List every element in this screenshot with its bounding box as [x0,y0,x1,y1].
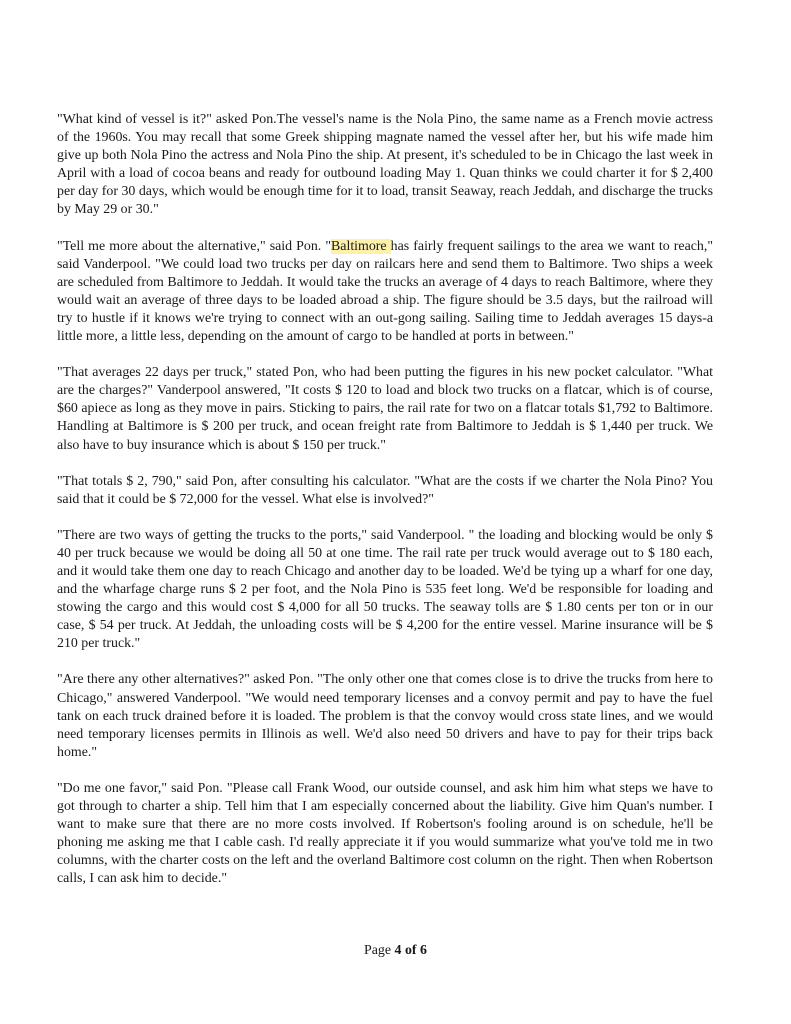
paragraph-5: "There are two ways of getting the trucks to the ports," said Vanderpool. " the loading and blocking would be only $ 40 per truck because we would be doing all 50 at one time. The rail rate per truck would average out to $ 180 each, and it would take them one day to reach Chicago and another day to be loaded. We'd be tying up a wharf for one day, and the wharfage charge runs $ 2 per foot, and the Nola Pino is 535 feet long. We'd be responsible for loading and stowing the cargo and this would cost $ 4,000 for all 50 trucks. The seaway tolls are $ 1.80 cents per ton or in our case, $ 54 per truck. At Jeddah, the unloading costs will be $ 4,200 for the entire vessel. Marine insurance will be $ 210 per truck." [57,527,713,652]
of-label: of [404,943,417,958]
page-number: 4 [394,943,402,958]
paragraph-2-before: "Tell me more about the alternative," said Pon. " [57,238,332,254]
paragraph-7: "Do me one favor," said Pon. "Please call Frank Wood, our outside counsel, and ask him him what steps we have to got through to charter a ship. Tell him that I am especially concerned about the liability. Give him Quan's number. I want to make sure that there are no more costs involved. If Robertson's fooling around is on schedule, he'll be phoning me asking me that I cable cash. I'd really appreciate it if you would summarize what you've told me in two columns, with the charter costs on the left and the overland Baltimore cost column on the right. Then when Robertson calls, I can ask him to decide." [57,780,713,887]
paragraph-6: "Are there any other alternatives?" asked Pon. "The only other one that comes close is to drive the trucks from here to Chicago," answered Vanderpool. "We would need temporary licenses and a convoy permit and pay to have the fuel tank on each truck drained before it is loaded. The problem is that the convoy would cross state lines, and we would need temporary licenses permits in Illinois as well. We'd also need 50 drivers and have to pay for their trips back home." [57,672,713,760]
paragraph-2-after: has fairly frequent sailings to the area we want to reach," said Vanderpool. "We could load two trucks per day on railcars here and send them to Baltimore. Two ships a week are scheduled from Baltimore to Jeddah. It would take the trucks an average of 4 days to reach Baltimore, where they would wait an average of three days to be loaded abroad a ship. The figure should be 3.5 days, but the railroad will try to hustle if it knows we're trying to connect with an out-gong sailing. Sailing time to Jeddah averages 15 days-a little more, a little less, depending on the amount of cargo to be handled at ports in between." [57,238,713,345]
document-body [57,111,713,906]
highlighted-text: Baltimore [331,238,391,254]
paragraph-1: "What kind of vessel is it?" asked Pon.The vessel's name is the Nola Pino, the same name as a French movie actress of the 1960s. You may recall that some Greek shipping magnate named the vessel after her, but his wife made him give up both Nola Pino the actress and Nola Pino the ship. At present, it's scheduled to be in Chicago the last week in April with a load of cocoa beans and ready for outbound loading May 1. Quan thinks we could charter it for $ 2,400 per day for 30 days, which would be enough time for it to load, transit Seaway, reach Jeddah, and discharge the trucks by May 29 or 30." [57,112,713,218]
paragraph-2 [57,238,713,347]
paragraph-4: "That totals $ 2, 790," said Pon, after consulting his calculator. "What are the costs if we charter the Nola Pino? You said that it could be $ 72,000 for the vessel. What else is involved?" [57,473,713,507]
paragraph-3: "That averages 22 days per truck," stated Pon, who had been putting the figures in his new pocket calculator. "What are the charges?" Vanderpool answered, "It costs $ 120 to load and block two trucks on a flatcar, which is of course, $60 apiece as long as they move in pairs. Sticking to pairs, the rail rate for two on a flatcar totals $1,792 to Baltimore. Handling at Baltimore is $ 200 per truck, and ocean freight rate from Baltimore to Jeddah is $ 1,440 per truck. We also have to buy insurance which is about $ 150 per truck." [57,365,713,453]
page-total: 6 [420,943,427,958]
page-label: Page [364,943,392,958]
page-footer [0,942,791,960]
